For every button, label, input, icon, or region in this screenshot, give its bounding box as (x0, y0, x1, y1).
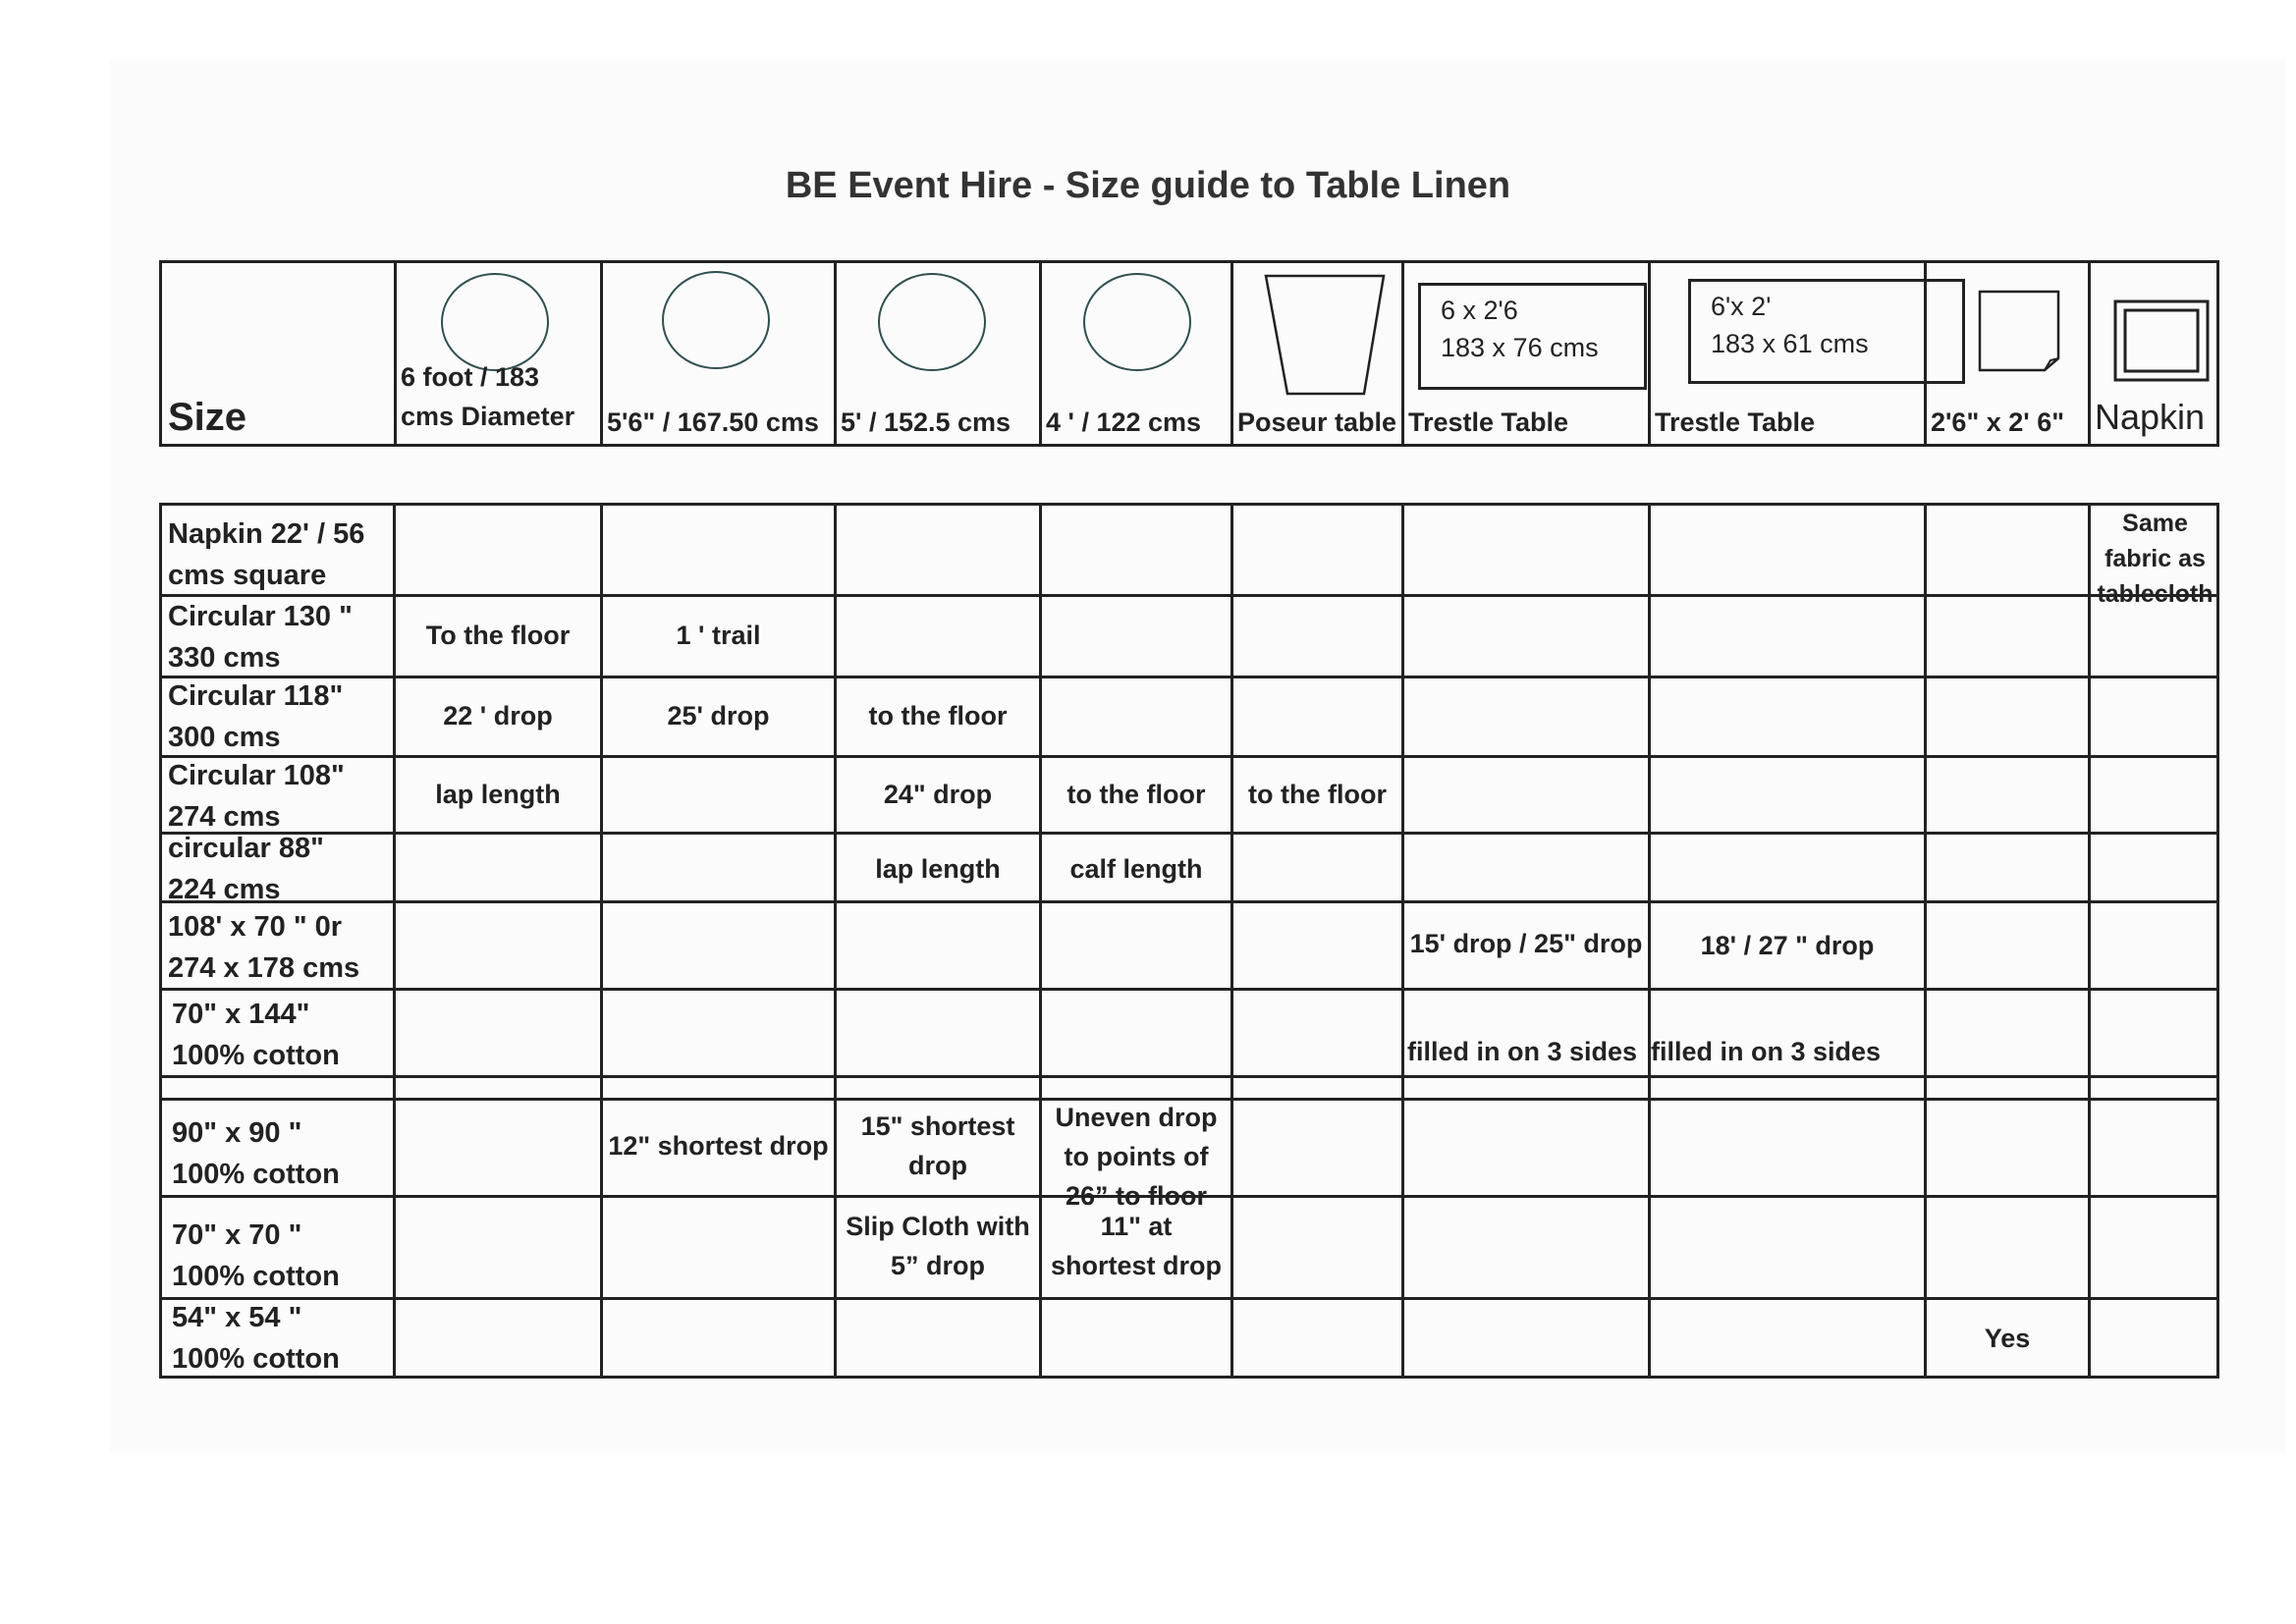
row-label-circular-130: Circular 130 " 330 cms (168, 601, 353, 674)
row-label-circular-88: circular 88" 224 cms (168, 833, 324, 905)
table-cell: filled in on 3 sides (1651, 1037, 1882, 1066)
header-col-label: 4 ' / 122 cms (1046, 407, 1202, 437)
header-col-label: Trestle Table (1655, 407, 1816, 437)
circle-table-icon (662, 271, 770, 369)
table-cell: Slip Cloth with 5” drop (846, 1212, 1030, 1280)
header-col-4ft (1039, 263, 1230, 444)
header-col-napkin (2088, 263, 2216, 444)
header-col-poseur (1230, 263, 1401, 444)
row-label-54x54: 54" x 54 " 100% cotton (172, 1302, 340, 1375)
row-label-108x70: 108' x 70 " 0r 274 x 178 cms (168, 911, 360, 984)
trestle-table-icon: 6 x 2'6 183 x 76 cms (1418, 283, 1647, 390)
table-cell: calf length (1069, 854, 1203, 884)
row-label-90x90: 90" x 90 " 100% cotton (172, 1117, 340, 1190)
row-label-70x144: 70" x 144" 100% cotton (172, 999, 340, 1071)
header-col-label: 5'6" / 167.50 cms (607, 407, 819, 437)
table-cell: lap length (875, 854, 1001, 884)
table-cell: 15' drop / 25" drop (1409, 929, 1643, 958)
table-cell: 12" shortest drop (608, 1131, 829, 1161)
header-col-trestle-61 (1648, 263, 1924, 444)
table-cell: Uneven drop to points of 26” to floor (1055, 1103, 1218, 1211)
table-cell: 22 ' drop (443, 701, 553, 731)
table-cell: lap length (435, 780, 561, 809)
table-cell: To the floor (425, 621, 571, 650)
napkin-icon (2112, 298, 2211, 383)
linen-size-table (159, 503, 2219, 1379)
table-cell: Yes (1984, 1324, 2031, 1353)
table-cell: 25' drop (667, 701, 770, 731)
header-col-label: 2'6" x 2' 6" (1931, 407, 2065, 437)
header-col-label: Trestle Table (1408, 407, 1569, 437)
table-cell: 11" at shortest drop (1050, 1212, 1222, 1280)
header-col-trestle-76 (1401, 263, 1648, 444)
table-cell: filled in on 3 sides (1407, 1037, 1638, 1066)
header-table (159, 260, 2219, 447)
circle-table-icon (1083, 273, 1191, 371)
row-label-70x70: 70" x 70 " 100% cotton (172, 1219, 340, 1292)
header-col-6ft (394, 263, 600, 444)
header-col-label: Napkin (2095, 397, 2206, 437)
header-col-label: Poseur table (1237, 407, 1397, 437)
header-col-5ft6 (600, 263, 834, 444)
circle-table-icon (878, 273, 986, 371)
row-label-circular-108: Circular 108" 274 cms (168, 760, 345, 833)
poseur-table-icon (1261, 271, 1389, 404)
page-title: BE Event Hire - Size guide to Table Linen (785, 165, 1511, 206)
header-col-square (1924, 263, 2088, 444)
row-label-napkin: Napkin 22' / 56 cms square (168, 518, 365, 591)
table-cell: Same fabric as tablecloth (2097, 510, 2214, 608)
square-table-icon (1976, 288, 2064, 376)
table-cell: 1 ' trail (676, 621, 761, 650)
table-cell: 15" shortest drop (860, 1111, 1015, 1180)
table-cell: to the floor (1066, 780, 1206, 809)
circle-table-icon (441, 273, 549, 371)
header-col-label: 6 foot / 183 cms Diameter (401, 362, 575, 431)
header-col-label: 5' / 152.5 cms (841, 407, 1011, 437)
header-col-5ft (834, 263, 1039, 444)
row-label-circular-118: Circular 118" 300 cms (168, 680, 344, 753)
table-cell: 18' / 27 " drop (1700, 931, 1875, 960)
trestle-table-icon: 6'x 2' 183 x 61 cms (1688, 279, 1965, 384)
header-size-cell (162, 263, 394, 444)
table-cell: to the floor (868, 701, 1008, 731)
table-cell: to the floor (1248, 780, 1387, 809)
table-cell: 24" drop (883, 780, 993, 809)
size-label: Size (168, 396, 247, 439)
